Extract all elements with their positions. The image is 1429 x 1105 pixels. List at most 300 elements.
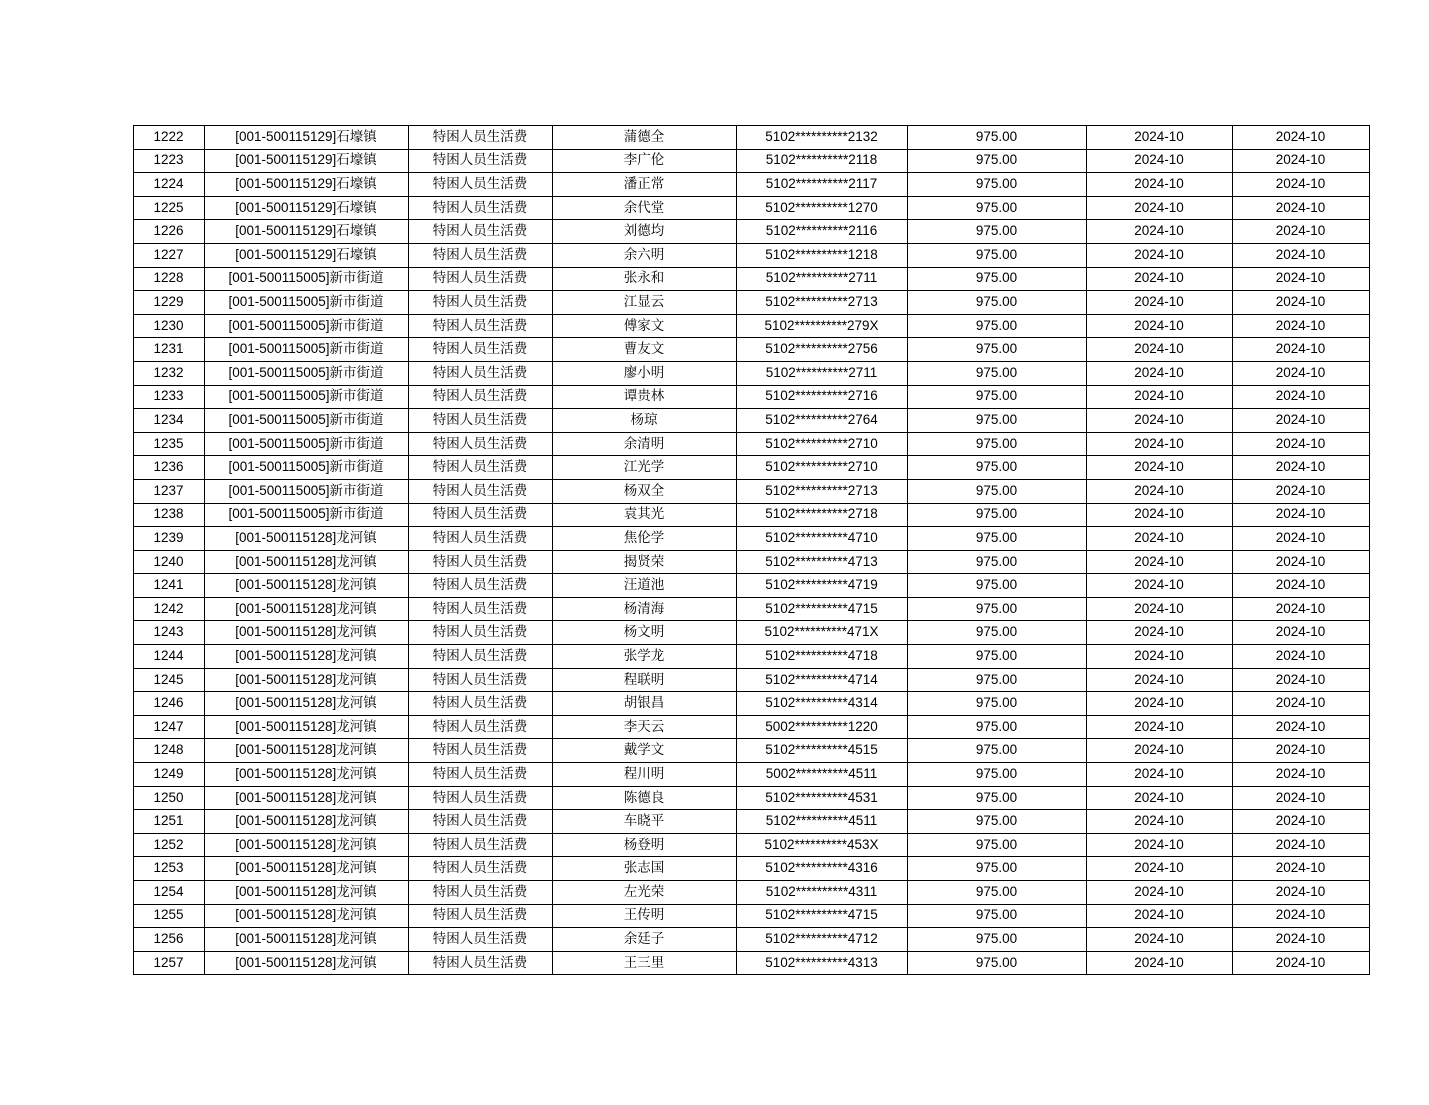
cell-issue: 2024-10 (1232, 173, 1369, 197)
cell-unit: [001-500115128]龙河镇 (204, 881, 408, 905)
cell-amount: 975.00 (907, 692, 1086, 716)
cell-id: 5102**********2116 (736, 220, 907, 244)
cell-amount: 975.00 (907, 220, 1086, 244)
cell-issue: 2024-10 (1232, 763, 1369, 787)
table-row (133, 833, 1369, 857)
cell-seq: 1257 (133, 951, 204, 975)
cell-issue: 2024-10 (1232, 786, 1369, 810)
cell-issue: 2024-10 (1232, 645, 1369, 669)
cell-amount: 975.00 (907, 126, 1086, 150)
cell-amount: 975.00 (907, 881, 1086, 905)
cell-unit: [001-500115005]新市街道 (204, 267, 408, 291)
cell-name: 李广伦 (552, 149, 736, 173)
cell-amount: 975.00 (907, 621, 1086, 645)
cell-name: 杨文明 (552, 621, 736, 645)
cell-month: 2024-10 (1086, 479, 1232, 503)
table-row (133, 291, 1369, 315)
cell-month: 2024-10 (1086, 645, 1232, 669)
cell-issue: 2024-10 (1232, 243, 1369, 267)
cell-seq: 1230 (133, 314, 204, 338)
cell-item: 特困人员生活费 (408, 904, 552, 928)
cell-issue: 2024-10 (1232, 149, 1369, 173)
cell-id: 5102**********2711 (736, 361, 907, 385)
cell-id: 5102**********4511 (736, 810, 907, 834)
cell-item: 特困人员生活费 (408, 314, 552, 338)
cell-month: 2024-10 (1086, 810, 1232, 834)
table-row (133, 857, 1369, 881)
cell-unit: [001-500115005]新市街道 (204, 385, 408, 409)
cell-month: 2024-10 (1086, 763, 1232, 787)
payment-records-table (133, 125, 1370, 975)
cell-month: 2024-10 (1086, 149, 1232, 173)
table-row (133, 763, 1369, 787)
cell-id: 5102**********2117 (736, 173, 907, 197)
cell-name: 王传明 (552, 904, 736, 928)
cell-item: 特困人员生活费 (408, 456, 552, 480)
cell-item: 特困人员生活费 (408, 763, 552, 787)
cell-name: 胡银昌 (552, 692, 736, 716)
cell-amount: 975.00 (907, 409, 1086, 433)
cell-name: 廖小明 (552, 361, 736, 385)
cell-item: 特困人员生活费 (408, 432, 552, 456)
cell-item: 特困人员生活费 (408, 243, 552, 267)
table-row (133, 715, 1369, 739)
cell-month: 2024-10 (1086, 881, 1232, 905)
cell-name: 张永和 (552, 267, 736, 291)
table-row (133, 243, 1369, 267)
cell-item: 特困人员生活费 (408, 479, 552, 503)
table-row (133, 432, 1369, 456)
table-row (133, 881, 1369, 905)
cell-unit: [001-500115005]新市街道 (204, 479, 408, 503)
cell-issue: 2024-10 (1232, 739, 1369, 763)
cell-unit: [001-500115128]龙河镇 (204, 763, 408, 787)
cell-id: 5102**********4313 (736, 951, 907, 975)
cell-month: 2024-10 (1086, 409, 1232, 433)
cell-unit: [001-500115129]石壕镇 (204, 173, 408, 197)
table-row (133, 621, 1369, 645)
cell-unit: [001-500115128]龙河镇 (204, 668, 408, 692)
cell-amount: 975.00 (907, 715, 1086, 739)
cell-item: 特困人员生活费 (408, 668, 552, 692)
cell-seq: 1252 (133, 833, 204, 857)
cell-issue: 2024-10 (1232, 904, 1369, 928)
cell-seq: 1240 (133, 550, 204, 574)
cell-month: 2024-10 (1086, 550, 1232, 574)
cell-seq: 1242 (133, 597, 204, 621)
cell-name: 焦伦学 (552, 527, 736, 551)
cell-item: 特困人员生活费 (408, 833, 552, 857)
cell-month: 2024-10 (1086, 833, 1232, 857)
cell-unit: [001-500115128]龙河镇 (204, 550, 408, 574)
cell-issue: 2024-10 (1232, 479, 1369, 503)
cell-item: 特困人员生活费 (408, 574, 552, 598)
cell-month: 2024-10 (1086, 692, 1232, 716)
cell-seq: 1232 (133, 361, 204, 385)
cell-name: 张志国 (552, 857, 736, 881)
cell-item: 特困人员生活费 (408, 527, 552, 551)
cell-unit: [001-500115128]龙河镇 (204, 645, 408, 669)
cell-name: 江显云 (552, 291, 736, 315)
cell-issue: 2024-10 (1232, 385, 1369, 409)
cell-item: 特困人员生活费 (408, 267, 552, 291)
cell-amount: 975.00 (907, 527, 1086, 551)
cell-id: 5102**********2716 (736, 385, 907, 409)
cell-id: 5102**********4713 (736, 550, 907, 574)
cell-id: 5102**********2756 (736, 338, 907, 362)
cell-item: 特困人员生活费 (408, 291, 552, 315)
cell-unit: [001-500115128]龙河镇 (204, 574, 408, 598)
cell-amount: 975.00 (907, 361, 1086, 385)
cell-amount: 975.00 (907, 739, 1086, 763)
cell-issue: 2024-10 (1232, 597, 1369, 621)
cell-name: 汪道池 (552, 574, 736, 598)
cell-item: 特困人员生活费 (408, 857, 552, 881)
cell-amount: 975.00 (907, 597, 1086, 621)
cell-amount: 975.00 (907, 645, 1086, 669)
cell-seq: 1246 (133, 692, 204, 716)
cell-seq: 1233 (133, 385, 204, 409)
table-row (133, 338, 1369, 362)
cell-amount: 975.00 (907, 267, 1086, 291)
table-row (133, 456, 1369, 480)
cell-name: 余六明 (552, 243, 736, 267)
cell-unit: [001-500115128]龙河镇 (204, 904, 408, 928)
cell-amount: 975.00 (907, 503, 1086, 527)
cell-seq: 1243 (133, 621, 204, 645)
cell-id: 5102**********4314 (736, 692, 907, 716)
cell-name: 陈德良 (552, 786, 736, 810)
cell-seq: 1236 (133, 456, 204, 480)
cell-item: 特困人员生活费 (408, 645, 552, 669)
cell-seq: 1248 (133, 739, 204, 763)
cell-issue: 2024-10 (1232, 126, 1369, 150)
cell-name: 左光荣 (552, 881, 736, 905)
cell-item: 特困人员生活费 (408, 786, 552, 810)
cell-unit: [001-500115128]龙河镇 (204, 951, 408, 975)
cell-item: 特困人员生活费 (408, 385, 552, 409)
cell-id: 5102**********279X (736, 314, 907, 338)
cell-seq: 1231 (133, 338, 204, 362)
cell-item: 特困人员生活费 (408, 149, 552, 173)
table-row (133, 786, 1369, 810)
cell-issue: 2024-10 (1232, 951, 1369, 975)
cell-item: 特困人员生活费 (408, 173, 552, 197)
table-body (133, 126, 1369, 975)
cell-month: 2024-10 (1086, 338, 1232, 362)
cell-month: 2024-10 (1086, 904, 1232, 928)
cell-name: 程川明 (552, 763, 736, 787)
table-row (133, 149, 1369, 173)
cell-amount: 975.00 (907, 833, 1086, 857)
cell-month: 2024-10 (1086, 715, 1232, 739)
cell-amount: 975.00 (907, 456, 1086, 480)
cell-month: 2024-10 (1086, 951, 1232, 975)
cell-id: 5102**********4710 (736, 527, 907, 551)
cell-amount: 975.00 (907, 314, 1086, 338)
cell-month: 2024-10 (1086, 220, 1232, 244)
table-row (133, 928, 1369, 952)
cell-unit: [001-500115005]新市街道 (204, 432, 408, 456)
cell-id: 5102**********2711 (736, 267, 907, 291)
cell-issue: 2024-10 (1232, 621, 1369, 645)
cell-id: 5102**********4719 (736, 574, 907, 598)
table-row (133, 550, 1369, 574)
cell-seq: 1238 (133, 503, 204, 527)
table-row (133, 196, 1369, 220)
cell-id: 5102**********4715 (736, 597, 907, 621)
cell-unit: [001-500115129]石壕镇 (204, 220, 408, 244)
table-row (133, 126, 1369, 150)
cell-id: 5102**********4714 (736, 668, 907, 692)
cell-unit: [001-500115005]新市街道 (204, 314, 408, 338)
table-row (133, 904, 1369, 928)
cell-issue: 2024-10 (1232, 928, 1369, 952)
cell-unit: [001-500115005]新市街道 (204, 456, 408, 480)
cell-seq: 1249 (133, 763, 204, 787)
cell-name: 杨双全 (552, 479, 736, 503)
cell-name: 余代堂 (552, 196, 736, 220)
cell-id: 5102**********2764 (736, 409, 907, 433)
cell-id: 5102**********1270 (736, 196, 907, 220)
cell-amount: 975.00 (907, 173, 1086, 197)
cell-month: 2024-10 (1086, 456, 1232, 480)
cell-month: 2024-10 (1086, 668, 1232, 692)
cell-seq: 1226 (133, 220, 204, 244)
cell-amount: 975.00 (907, 243, 1086, 267)
cell-seq: 1244 (133, 645, 204, 669)
cell-unit: [001-500115128]龙河镇 (204, 597, 408, 621)
cell-id: 5102**********4715 (736, 904, 907, 928)
cell-issue: 2024-10 (1232, 432, 1369, 456)
cell-amount: 975.00 (907, 904, 1086, 928)
cell-unit: [001-500115129]石壕镇 (204, 196, 408, 220)
cell-item: 特困人员生活费 (408, 361, 552, 385)
cell-month: 2024-10 (1086, 574, 1232, 598)
cell-seq: 1241 (133, 574, 204, 598)
cell-amount: 975.00 (907, 291, 1086, 315)
cell-id: 5102**********2118 (736, 149, 907, 173)
cell-name: 潘正常 (552, 173, 736, 197)
cell-item: 特困人员生活费 (408, 220, 552, 244)
cell-unit: [001-500115005]新市街道 (204, 291, 408, 315)
cell-issue: 2024-10 (1232, 692, 1369, 716)
cell-id: 5002**********1220 (736, 715, 907, 739)
cell-issue: 2024-10 (1232, 857, 1369, 881)
cell-name: 曹友文 (552, 338, 736, 362)
cell-item: 特困人员生活费 (408, 951, 552, 975)
cell-seq: 1253 (133, 857, 204, 881)
cell-name: 江光学 (552, 456, 736, 480)
cell-unit: [001-500115129]石壕镇 (204, 126, 408, 150)
table-row (133, 574, 1369, 598)
table-row (133, 267, 1369, 291)
cell-id: 5102**********4311 (736, 881, 907, 905)
cell-issue: 2024-10 (1232, 810, 1369, 834)
cell-unit: [001-500115128]龙河镇 (204, 527, 408, 551)
table-container (133, 125, 1326, 975)
cell-id: 5102**********2713 (736, 479, 907, 503)
cell-month: 2024-10 (1086, 527, 1232, 551)
cell-id: 5102**********2713 (736, 291, 907, 315)
cell-unit: [001-500115005]新市街道 (204, 338, 408, 362)
cell-unit: [001-500115005]新市街道 (204, 409, 408, 433)
cell-item: 特困人员生活费 (408, 126, 552, 150)
cell-amount: 975.00 (907, 338, 1086, 362)
table-row (133, 479, 1369, 503)
cell-amount: 975.00 (907, 385, 1086, 409)
cell-item: 特困人员生活费 (408, 692, 552, 716)
cell-issue: 2024-10 (1232, 361, 1369, 385)
cell-unit: [001-500115128]龙河镇 (204, 715, 408, 739)
table-row (133, 385, 1369, 409)
cell-name: 杨清海 (552, 597, 736, 621)
cell-month: 2024-10 (1086, 361, 1232, 385)
cell-id: 5102**********1218 (736, 243, 907, 267)
cell-amount: 975.00 (907, 951, 1086, 975)
cell-name: 张学龙 (552, 645, 736, 669)
cell-issue: 2024-10 (1232, 338, 1369, 362)
cell-amount: 975.00 (907, 857, 1086, 881)
cell-id: 5102**********471X (736, 621, 907, 645)
cell-item: 特困人员生活费 (408, 503, 552, 527)
cell-amount: 975.00 (907, 432, 1086, 456)
cell-seq: 1237 (133, 479, 204, 503)
table-row (133, 220, 1369, 244)
cell-month: 2024-10 (1086, 597, 1232, 621)
cell-issue: 2024-10 (1232, 291, 1369, 315)
cell-unit: [001-500115005]新市街道 (204, 361, 408, 385)
cell-unit: [001-500115128]龙河镇 (204, 928, 408, 952)
cell-seq: 1250 (133, 786, 204, 810)
cell-seq: 1222 (133, 126, 204, 150)
cell-month: 2024-10 (1086, 267, 1232, 291)
cell-seq: 1254 (133, 881, 204, 905)
cell-month: 2024-10 (1086, 126, 1232, 150)
cell-id: 5102**********453X (736, 833, 907, 857)
table-row (133, 692, 1369, 716)
cell-item: 特困人员生活费 (408, 715, 552, 739)
cell-issue: 2024-10 (1232, 196, 1369, 220)
cell-name: 袁其光 (552, 503, 736, 527)
cell-month: 2024-10 (1086, 314, 1232, 338)
cell-item: 特困人员生活费 (408, 739, 552, 763)
cell-unit: [001-500115129]石壕镇 (204, 243, 408, 267)
cell-name: 蒲德全 (552, 126, 736, 150)
cell-seq: 1229 (133, 291, 204, 315)
cell-amount: 975.00 (907, 479, 1086, 503)
cell-name: 谭贵林 (552, 385, 736, 409)
cell-month: 2024-10 (1086, 621, 1232, 645)
cell-seq: 1239 (133, 527, 204, 551)
cell-unit: [001-500115128]龙河镇 (204, 621, 408, 645)
cell-item: 特困人员生活费 (408, 597, 552, 621)
cell-unit: [001-500115005]新市街道 (204, 503, 408, 527)
cell-seq: 1234 (133, 409, 204, 433)
cell-name: 车晓平 (552, 810, 736, 834)
table-row (133, 951, 1369, 975)
cell-seq: 1235 (133, 432, 204, 456)
table-row (133, 503, 1369, 527)
cell-unit: [001-500115128]龙河镇 (204, 786, 408, 810)
cell-issue: 2024-10 (1232, 833, 1369, 857)
cell-issue: 2024-10 (1232, 715, 1369, 739)
cell-seq: 1245 (133, 668, 204, 692)
cell-seq: 1223 (133, 149, 204, 173)
cell-month: 2024-10 (1086, 385, 1232, 409)
cell-issue: 2024-10 (1232, 881, 1369, 905)
cell-seq: 1256 (133, 928, 204, 952)
cell-month: 2024-10 (1086, 173, 1232, 197)
cell-month: 2024-10 (1086, 196, 1232, 220)
cell-unit: [001-500115129]石壕镇 (204, 149, 408, 173)
cell-seq: 1224 (133, 173, 204, 197)
cell-issue: 2024-10 (1232, 267, 1369, 291)
cell-month: 2024-10 (1086, 739, 1232, 763)
cell-issue: 2024-10 (1232, 574, 1369, 598)
table-row (133, 527, 1369, 551)
cell-id: 5102**********4712 (736, 928, 907, 952)
cell-amount: 975.00 (907, 668, 1086, 692)
cell-issue: 2024-10 (1232, 314, 1369, 338)
cell-name: 杨登明 (552, 833, 736, 857)
cell-name: 傅家文 (552, 314, 736, 338)
cell-item: 特困人员生活费 (408, 196, 552, 220)
cell-id: 5102**********2132 (736, 126, 907, 150)
cell-unit: [001-500115128]龙河镇 (204, 739, 408, 763)
cell-id: 5102**********2710 (736, 432, 907, 456)
cell-amount: 975.00 (907, 574, 1086, 598)
cell-id: 5002**********4511 (736, 763, 907, 787)
cell-id: 5102**********4515 (736, 739, 907, 763)
cell-issue: 2024-10 (1232, 220, 1369, 244)
cell-month: 2024-10 (1086, 291, 1232, 315)
table-row (133, 409, 1369, 433)
cell-issue: 2024-10 (1232, 409, 1369, 433)
cell-id: 5102**********2718 (736, 503, 907, 527)
cell-seq: 1251 (133, 810, 204, 834)
cell-name: 余清明 (552, 432, 736, 456)
cell-unit: [001-500115128]龙河镇 (204, 833, 408, 857)
cell-name: 刘德均 (552, 220, 736, 244)
cell-seq: 1247 (133, 715, 204, 739)
cell-seq: 1227 (133, 243, 204, 267)
cell-amount: 975.00 (907, 763, 1086, 787)
cell-issue: 2024-10 (1232, 503, 1369, 527)
cell-item: 特困人员生活费 (408, 338, 552, 362)
cell-amount: 975.00 (907, 786, 1086, 810)
cell-name: 戴学文 (552, 739, 736, 763)
table-row (133, 314, 1369, 338)
cell-amount: 975.00 (907, 149, 1086, 173)
cell-seq: 1228 (133, 267, 204, 291)
cell-seq: 1255 (133, 904, 204, 928)
cell-month: 2024-10 (1086, 928, 1232, 952)
cell-item: 特困人员生活费 (408, 409, 552, 433)
table-row (133, 668, 1369, 692)
cell-name: 余廷子 (552, 928, 736, 952)
table-row (133, 597, 1369, 621)
cell-item: 特困人员生活费 (408, 550, 552, 574)
cell-issue: 2024-10 (1232, 668, 1369, 692)
cell-amount: 975.00 (907, 810, 1086, 834)
cell-month: 2024-10 (1086, 432, 1232, 456)
cell-seq: 1225 (133, 196, 204, 220)
cell-id: 5102**********4718 (736, 645, 907, 669)
table-row (133, 739, 1369, 763)
table-row (133, 645, 1369, 669)
cell-unit: [001-500115128]龙河镇 (204, 857, 408, 881)
